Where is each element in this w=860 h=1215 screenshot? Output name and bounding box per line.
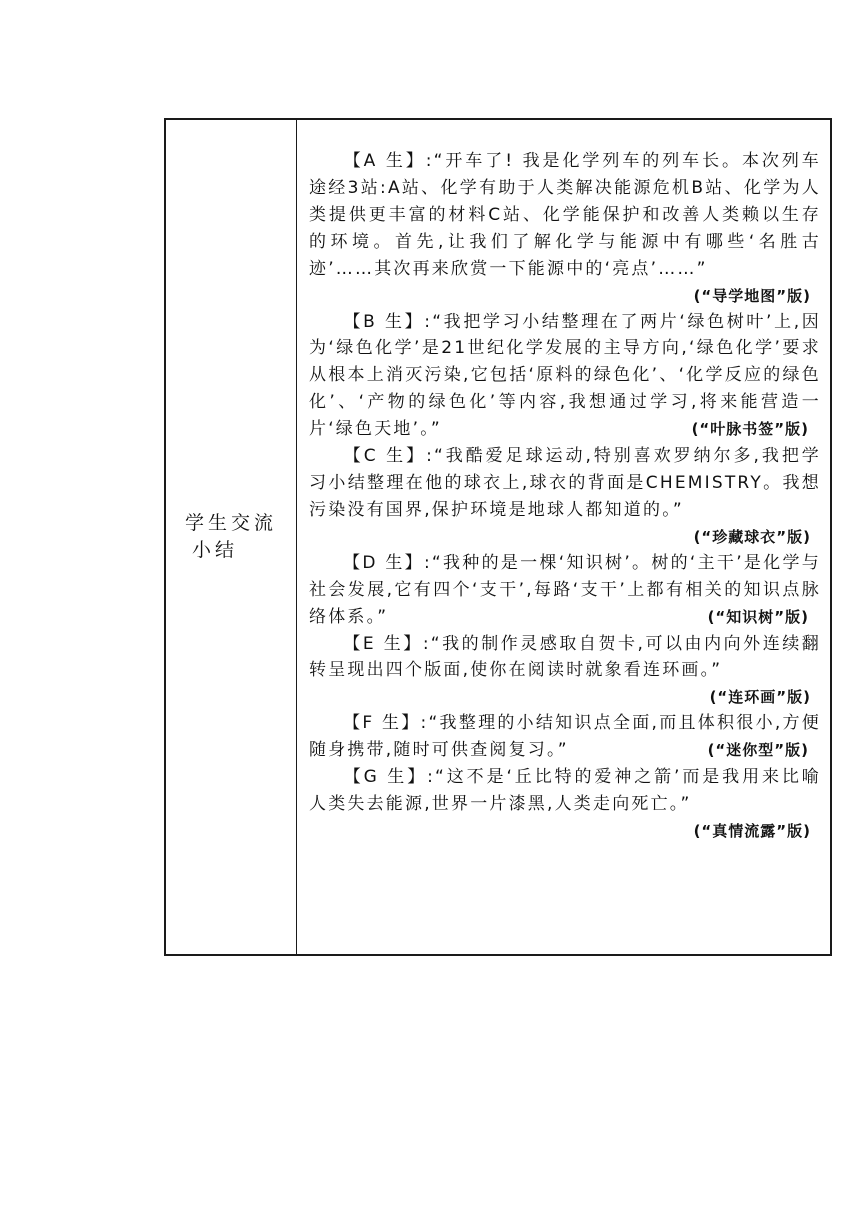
entry-e-text: “我的制作灵感取自贺卡,可以由内向外连续翻转呈现出四个版面,使你在阅读时就象看连环画。” <box>309 633 821 681</box>
content-cell <box>309 148 821 844</box>
row-label-line-1: 学生交流 <box>184 512 277 534</box>
entry-e-tag: (“连环画”版) <box>709 688 811 707</box>
entry-a-tag: (“导学地图”版) <box>693 286 811 305</box>
entry-d <box>309 550 821 631</box>
entry-f <box>309 710 821 764</box>
entry-c-prefix: 【C 生】: <box>343 446 434 467</box>
entry-c <box>309 443 821 524</box>
entry-f-tag: (“迷你型”版) <box>707 741 809 760</box>
entry-d-prefix: 【D 生】: <box>343 552 432 573</box>
entry-c-text: “我酷爱足球运动,特别喜欢罗纳尔多,我把学习小结整理在他的球衣上,球衣的背面是CHEMISTRY。我想污染没有国界,保护环境是地球人都知道的。” <box>309 446 821 520</box>
entry-b-tag: (“叶脉书签”版) <box>691 420 809 439</box>
entry-g-prefix: 【G 生】: <box>343 767 436 788</box>
row-label-line-2: 小结 <box>192 539 239 561</box>
entry-b-text: “我把学习小结整理在了两片‘绿色树叶’上,因为‘绿色化学’是21世纪化学发展的主导方向,‘绿色化学’要求从根本上消灭污染,它包括‘原料的绿色化’、‘化学反应的绿色化’、‘产物的绿色化’等内容,我想通过学习,将来能营造一片‘绿色天地’。” <box>309 311 822 440</box>
entry-f-prefix: 【F 生】: <box>343 713 429 734</box>
entry-g <box>309 764 821 818</box>
entry-b <box>309 309 821 444</box>
entry-b-prefix: 【B 生】: <box>343 311 433 332</box>
entry-c-tag: (“珍藏球衣”版) <box>693 527 811 546</box>
summary-table <box>164 118 832 956</box>
entry-d-text: “我种的是一棵‘知识树’。树的‘主干’是化学与社会发展,它有四个‘支干’,每路‘支干’上都有相关的知识点脉络体系。” <box>309 552 822 627</box>
entry-g-text: “这不是‘丘比特的爱神之箭’而是我用来比喻人类失去能源,世界一片漆黑,人类走向死亡。” <box>309 767 821 815</box>
entry-f-text: “我整理的小结知识点全面,而且体积很小,方便随身携带,随时可供查阅复习。” <box>309 713 821 761</box>
entry-g-tag: (“真情流露”版) <box>693 821 811 840</box>
entry-a-text: “开车了! 我是化学列车的列车长。本次列车途经3站:A站、化学有助于人类解决能源危机B站、化学为人类提供更丰富的材料C站、化学能保护和改善人类赖以生存的环境。首先,让我们了解化学与能源中有哪些‘名胜古迹’……其次再来欣赏一下能源中的‘亮点’……” <box>309 151 821 279</box>
row-label-cell <box>166 120 296 954</box>
entry-a <box>309 148 821 283</box>
entry-e-prefix: 【E 生】: <box>343 633 431 654</box>
entry-e <box>309 631 821 685</box>
entry-a-prefix: 【A 生】: <box>343 151 434 171</box>
entry-d-tag: (“知识树”版) <box>707 607 809 626</box>
column-divider <box>296 120 297 954</box>
